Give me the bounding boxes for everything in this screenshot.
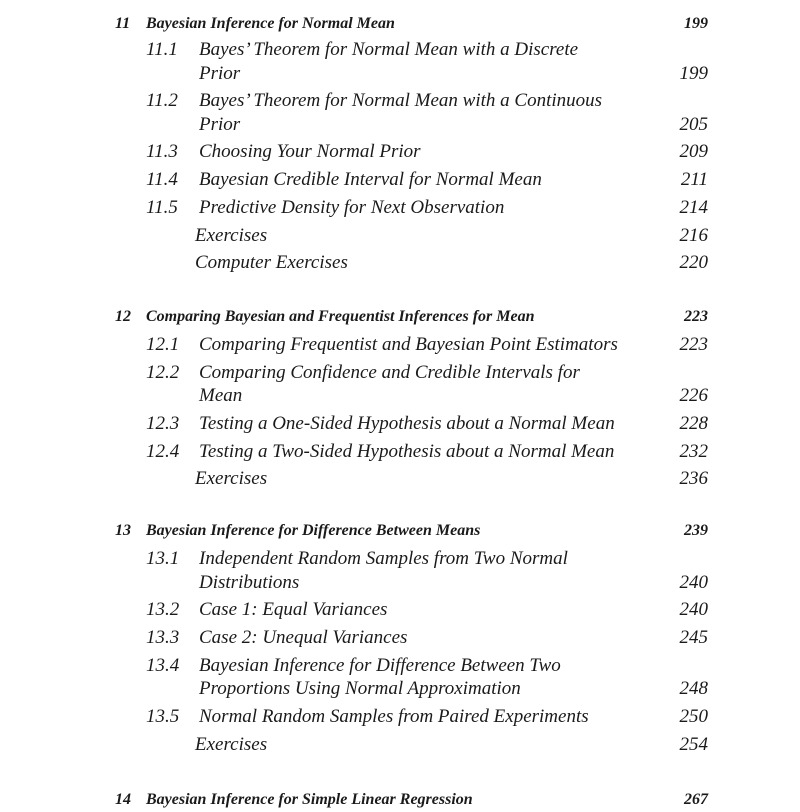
section-entry[interactable] [146,38,708,85]
section-number: 13.1 [146,548,180,569]
section-number: 12.2 [146,361,180,383]
section-entry[interactable] [146,89,708,136]
section-page-number: 199 [679,62,708,84]
section-title: Exercises [195,224,268,246]
section-entry[interactable] [146,626,708,650]
section-entry[interactable] [146,412,708,436]
section-title: Bayes’ Theorem for Normal Mean with a Discrete [199,39,579,60]
section-entry[interactable] [146,333,708,357]
chapter-page-number: 199 [684,15,708,32]
exercises-entry[interactable] [146,251,708,275]
section-page-number: 232 [679,440,708,462]
section-title: Comparing Confidence and Credible Intervals for [199,361,580,383]
chapter-page-number: 267 [684,791,708,808]
section-number: 12.3 [146,412,180,434]
exercises-entry[interactable] [146,733,708,757]
section-number: 11.1 [146,39,178,60]
section-page-number: 214 [679,196,708,218]
section-title-continued: Distributions [199,571,300,593]
chapter-title: Comparing Bayesian and Frequentist Inferences for Mean [146,308,535,325]
chapter-heading[interactable] [115,788,708,812]
section-entry[interactable] [146,361,708,408]
section-title: Exercises [195,468,268,490]
chapter-heading[interactable] [115,12,708,36]
chapter-title: Bayesian Inference for Difference Between Means [146,522,481,539]
section-number: 11.5 [146,196,178,218]
section-entry[interactable] [146,440,708,464]
section-page-number: 245 [679,626,708,648]
section-title: Independent Random Samples from Two Normal [199,548,568,569]
section-title: Normal Random Samples from Paired Experiments [199,705,589,727]
chapter-heading[interactable] [115,305,708,329]
section-number: 11.2 [146,90,178,112]
section-entry[interactable] [146,196,708,220]
section-title: Choosing Your Normal Prior [199,141,421,163]
section-page-number: 216 [679,224,708,246]
section-number: 11.4 [146,169,178,191]
section-number: 13.2 [146,599,180,621]
chapter-heading[interactable] [115,519,708,543]
section-title: Case 1: Equal Variances [199,599,388,621]
section-number: 13.3 [146,626,180,648]
section-title-continued: Prior [199,113,241,135]
chapter-number: 12 [115,308,131,325]
section-title: Bayesian Inference for Difference Between Two [199,654,561,676]
section-page-number: 240 [679,599,708,621]
section-entry[interactable] [146,168,708,192]
section-title-continued: Proportions Using Normal Approximation [199,678,521,700]
section-number: 13.5 [146,705,180,727]
section-page-number: 205 [679,113,708,135]
section-number: 11.3 [146,141,178,163]
section-title: Testing a One-Sided Hypothesis about a Normal Mean [199,412,615,434]
section-title-continued: Prior [199,62,241,84]
section-title: Case 2: Unequal Variances [199,626,408,648]
section-page-number: 223 [679,334,708,355]
chapter-number: 14 [115,791,131,808]
chapter-title: Bayesian Inference for Normal Mean [146,15,395,32]
chapter-page-number: 239 [684,522,708,539]
section-page-number: 211 [680,169,708,191]
section-title: Predictive Density for Next Observation [199,196,505,218]
section-entry[interactable] [146,654,708,701]
section-entry[interactable] [146,547,708,594]
exercises-entry[interactable] [146,224,708,248]
section-page-number: 226 [679,385,708,407]
section-title: Bayesian Credible Interval for Normal Mean [199,169,542,191]
chapter-number: 13 [115,522,131,539]
section-page-number: 248 [679,678,708,700]
section-page-number: 250 [679,705,708,727]
section-page-number: 254 [679,733,708,755]
section-number: 12.4 [146,440,180,462]
chapter-page-number: 223 [684,308,708,325]
section-number: 13.4 [146,654,180,676]
section-page-number: 228 [679,412,708,434]
section-entry[interactable] [146,598,708,622]
chapter-number: 11 [115,15,131,32]
section-number: 12.1 [146,334,180,355]
exercises-entry[interactable] [146,467,708,491]
section-title-continued: Mean [199,385,243,407]
chapter-title: Bayesian Inference for Simple Linear Regression [146,791,473,808]
section-title: Testing a Two-Sided Hypothesis about a Normal Mean [199,440,615,462]
section-title: Comparing Frequentist and Bayesian Point Estimators [199,334,618,355]
section-page-number: 240 [679,571,708,593]
section-title: Bayes’ Theorem for Normal Mean with a Continuous [199,90,603,112]
section-title: Computer Exercises [195,252,348,274]
section-entry[interactable] [146,705,708,729]
section-page-number: 236 [679,468,708,490]
section-page-number: 209 [679,141,708,163]
section-entry[interactable] [146,140,708,164]
section-title: Exercises [195,733,268,755]
section-page-number: 220 [679,252,708,274]
